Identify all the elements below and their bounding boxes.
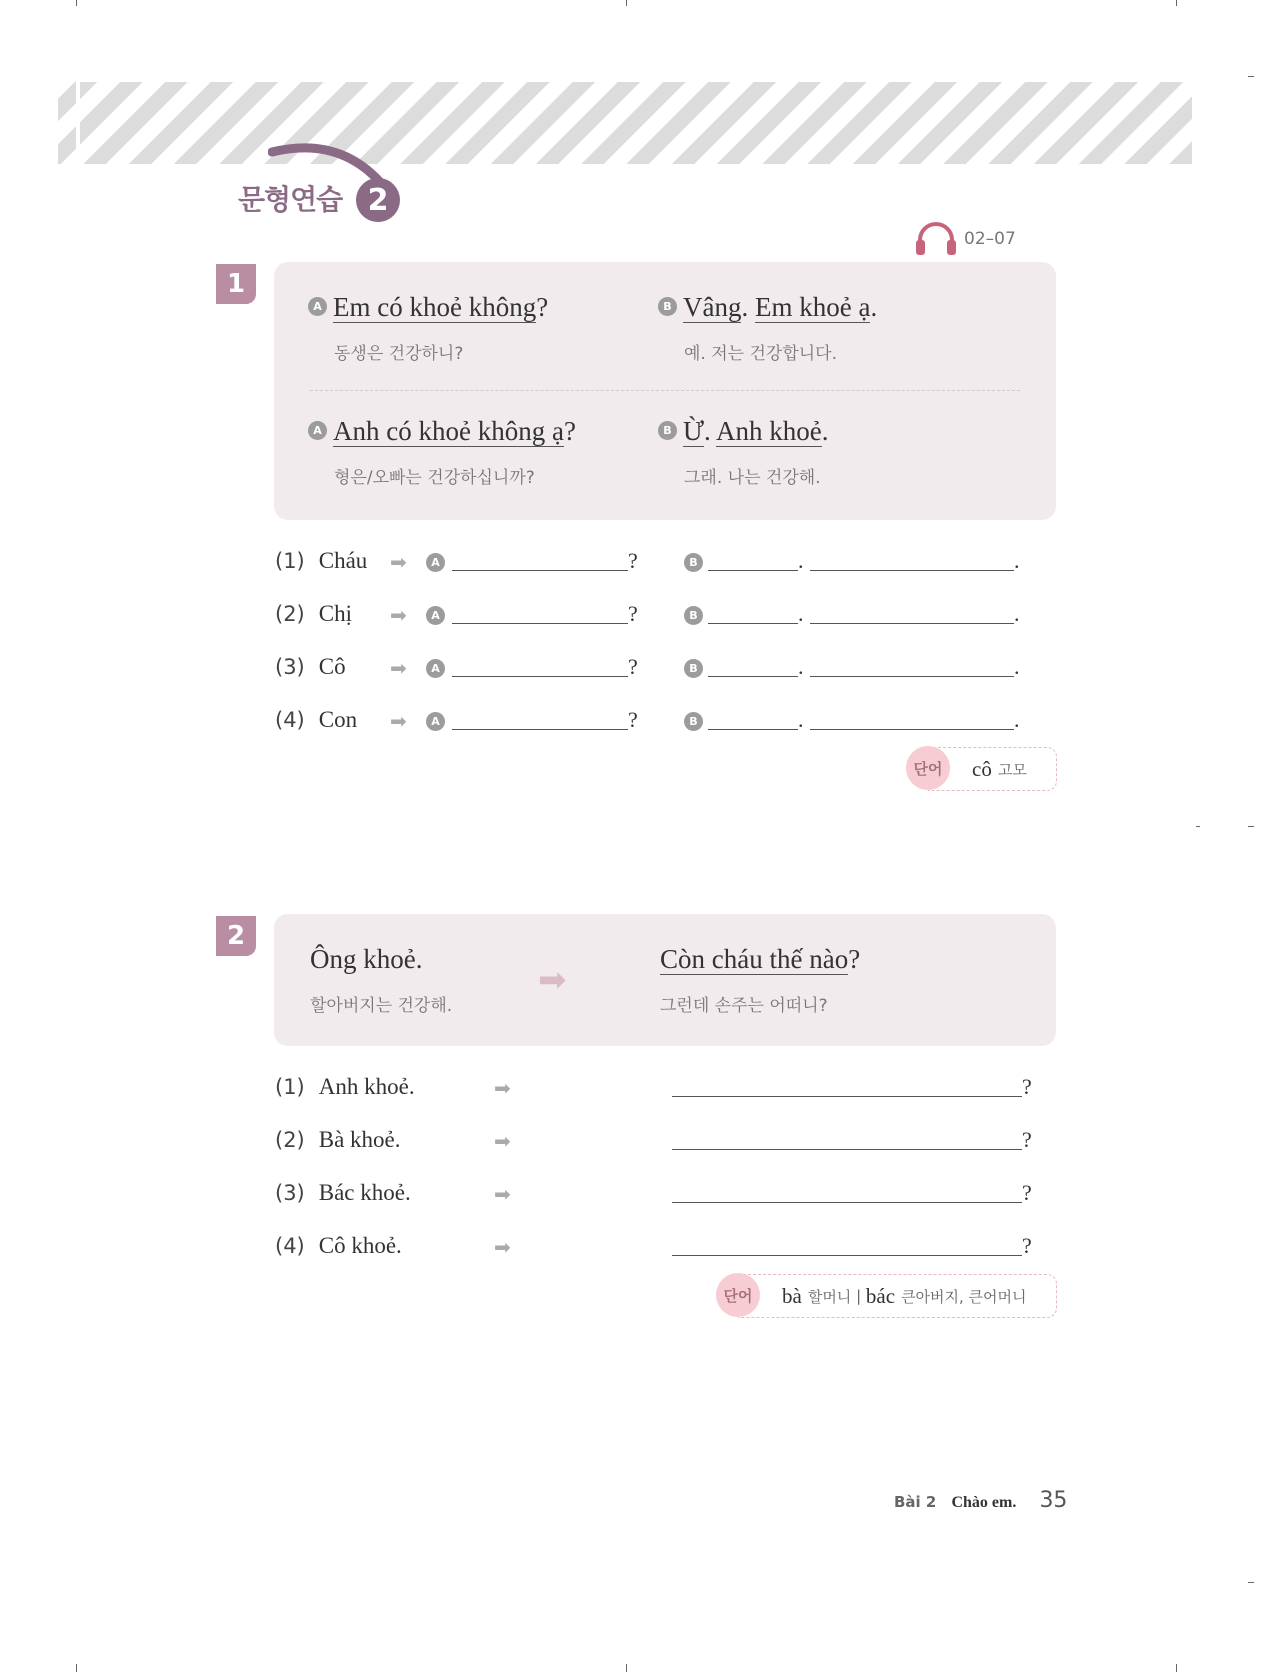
question-mark: ?: [628, 548, 638, 573]
question-mark: ?: [1022, 1233, 1032, 1258]
crop-mark: [76, 1664, 77, 1672]
crop-mark: [1196, 826, 1200, 827]
question-mark: ?: [1022, 1127, 1032, 1152]
vocab-meaning: 할머니: [807, 1287, 852, 1306]
speaker-b-badge: B: [684, 659, 703, 678]
answer-blank[interactable]: [672, 1255, 1022, 1256]
speaker-b-badge: B: [684, 712, 703, 731]
crop-mark: [76, 0, 77, 6]
row-sentence: Bác khoẻ.: [318, 1180, 411, 1205]
row-word: Cô: [318, 654, 346, 679]
page-title: 문형연습: [238, 183, 343, 216]
example-a2-translation: 형은/오빠는 건강하십니까?: [334, 468, 535, 488]
example-right: Còn cháu thế nào?: [660, 944, 861, 974]
answer-blank-b2[interactable]: [810, 676, 1014, 677]
speaker-a-badge: A: [426, 712, 445, 731]
example-left: Ông khoẻ.: [310, 944, 423, 974]
example-b1-translation: 예. 저는 건강합니다.: [684, 344, 837, 364]
vocab-meaning: 고모: [997, 760, 1027, 779]
vocab-tag: 단어: [906, 746, 950, 790]
answer-blank-a[interactable]: [452, 623, 628, 624]
answer-blank-b1[interactable]: [708, 623, 798, 624]
page-footer: [894, 1488, 1067, 1513]
arrow-icon: ➡: [494, 1076, 511, 1100]
row-word: Con: [318, 707, 358, 732]
answer-blank-b1[interactable]: [708, 729, 798, 730]
footer-title: Chào em.: [951, 1494, 1017, 1511]
period: .: [1014, 548, 1020, 573]
page-number: 35: [1039, 1488, 1068, 1513]
example-a1-translation: 동생은 건강하니?: [334, 344, 464, 364]
speaker-b-badge: B: [658, 297, 677, 316]
arrow-icon: ➡: [538, 960, 567, 1000]
speaker-a-badge: A: [426, 659, 445, 678]
answer-blank-a[interactable]: [452, 729, 628, 730]
crop-mark: [1248, 76, 1254, 77]
question-mark: ?: [628, 707, 638, 732]
answer-blank-b2[interactable]: [810, 623, 1014, 624]
row-word: Cháu: [318, 548, 368, 573]
arrow-icon: ➡: [494, 1235, 511, 1259]
answer-blank-a[interactable]: [452, 570, 628, 571]
audio-code: 02–07: [964, 229, 1016, 249]
period: .: [1014, 601, 1020, 626]
row-sentence: Anh khoẻ.: [318, 1074, 415, 1099]
example-b1: B Vâng. Em khoẻ ạ.: [658, 292, 877, 323]
crop-mark: [1248, 1582, 1254, 1583]
speaker-b-badge: B: [684, 553, 703, 572]
footer-lesson: Bài 2: [894, 1493, 937, 1511]
row-word: Chị: [318, 601, 352, 626]
section-2-example-box: [274, 914, 1056, 1046]
arrow-icon: ➡: [390, 550, 407, 574]
example-a1: A Em có khoẻ không?: [308, 292, 548, 323]
crop-mark: [1176, 0, 1177, 6]
answer-blank-a[interactable]: [452, 676, 628, 677]
period: .: [1014, 707, 1020, 732]
period: .: [798, 601, 804, 626]
arrow-icon: ➡: [390, 709, 407, 733]
period: .: [1014, 654, 1020, 679]
speaker-a-badge: A: [308, 297, 327, 316]
header-stripe-band: [58, 82, 1192, 164]
section-1-number: 1: [216, 264, 256, 304]
arrow-icon: ➡: [390, 656, 407, 680]
crop-mark: [626, 1664, 627, 1672]
answer-blank[interactable]: [672, 1202, 1022, 1203]
example-a2: A Anh có khoẻ không ạ?: [308, 416, 576, 447]
example-b2-translation: 그래. 나는 건강해.: [684, 468, 821, 488]
example-b2: B Ừ. Anh khoẻ.: [658, 416, 828, 447]
speaker-a-badge: A: [308, 421, 327, 440]
answer-blank-b1[interactable]: [708, 570, 798, 571]
example-divider: [310, 390, 1020, 391]
vocab-word: bà: [782, 1283, 802, 1308]
speaker-a-badge: A: [426, 606, 445, 625]
question-mark: ?: [1022, 1074, 1032, 1099]
vocab-box: [738, 1274, 1057, 1318]
answer-blank-b1[interactable]: [708, 676, 798, 677]
answer-blank-b2[interactable]: [810, 729, 1014, 730]
period: .: [798, 548, 804, 573]
question-mark: ?: [628, 601, 638, 626]
arrow-icon: ➡: [390, 603, 407, 627]
question-mark: ?: [1022, 1180, 1032, 1205]
title-number-badge: 2: [356, 178, 400, 222]
row-sentence: Bà khoẻ.: [318, 1127, 401, 1152]
speaker-b-badge: B: [658, 421, 677, 440]
audio-track[interactable]: [914, 222, 1016, 256]
crop-mark: [626, 0, 627, 6]
vocab-word: cô: [972, 756, 992, 781]
section-2-number: 2: [216, 916, 256, 956]
headphones-icon: [914, 222, 958, 256]
row-sentence: Cô khoẻ.: [318, 1233, 402, 1258]
example-left-translation: 할아버지는 건강해.: [310, 996, 453, 1016]
answer-blank[interactable]: [672, 1096, 1022, 1097]
vocab-tag: 단어: [716, 1273, 760, 1317]
vocab-separator: |: [851, 1287, 866, 1305]
period: .: [798, 707, 804, 732]
speaker-b-badge: B: [684, 606, 703, 625]
crop-mark: [1176, 1664, 1177, 1672]
answer-blank-b2[interactable]: [810, 570, 1014, 571]
question-mark: ?: [628, 654, 638, 679]
arrow-icon: ➡: [494, 1129, 511, 1153]
period: .: [798, 654, 804, 679]
crop-mark: [1248, 826, 1254, 827]
vocab-word: bác: [865, 1283, 896, 1308]
answer-blank[interactable]: [672, 1149, 1022, 1150]
speaker-a-badge: A: [426, 553, 445, 572]
example-right-translation: 그런데 손주는 어떠니?: [660, 996, 828, 1016]
vocab-meaning: 큰아버지, 큰어머니: [901, 1287, 1027, 1306]
arrow-icon: ➡: [494, 1182, 511, 1206]
